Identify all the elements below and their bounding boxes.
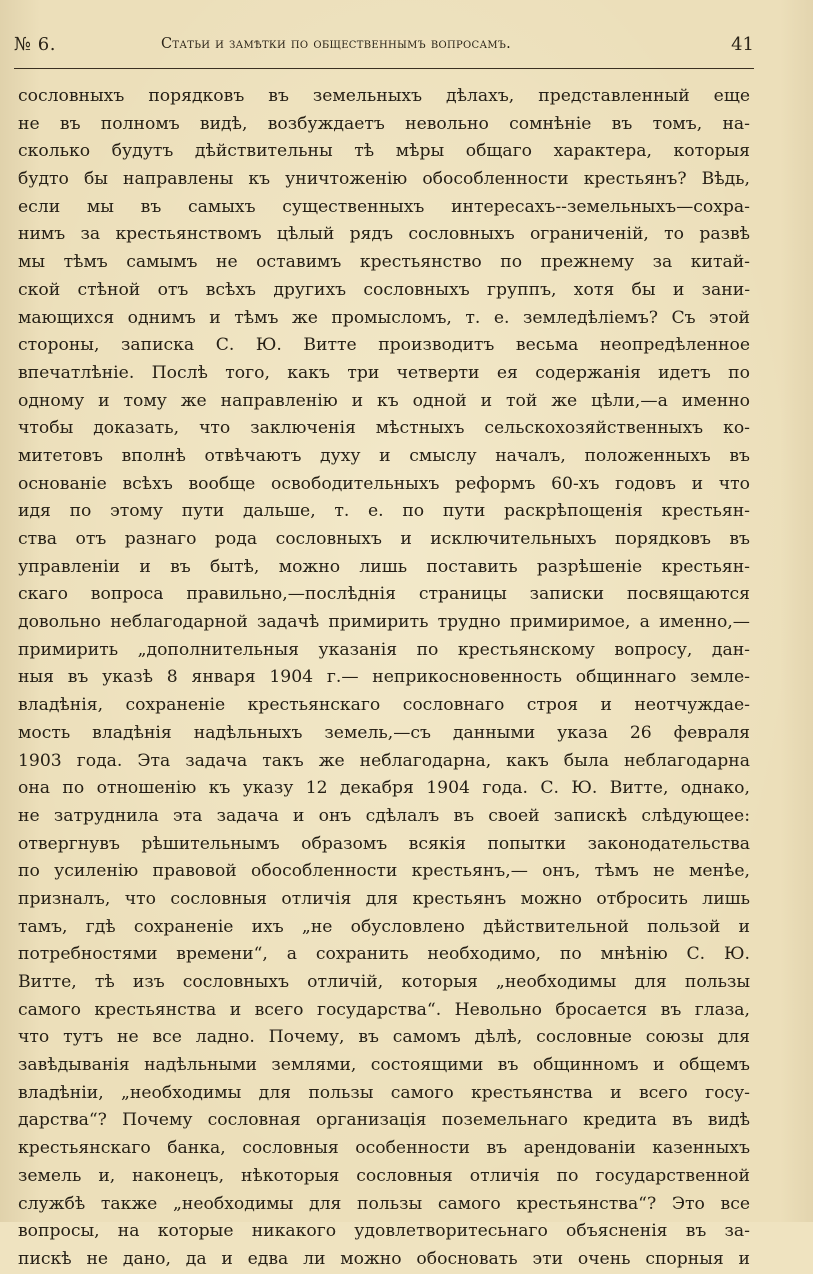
text-line: завѣдыванія надѣльными землями, состоящими въ общинномъ и общемъ	[18, 1055, 750, 1076]
text-line: чтобы доказать, что заключенія мѣстныхъ сельскохозяйственныхъ ко-	[18, 418, 750, 439]
text-line: управленіи и въ бытѣ, можно лишь поставить разрѣшеніе крестьян-	[18, 556, 750, 577]
text-line: сколько будутъ дѣйствительны тѣ мѣры общаго характера, которыя	[18, 141, 750, 162]
text-line: крестьянскаго банка, сословныя особенности въ арендованіи казенныхъ	[18, 1138, 750, 1159]
text-line: самого крестьянства и всего государства“. Невольно бросается въ глаза,	[18, 999, 750, 1020]
text-line: владѣніи, „необходимы для пользы самого крестьянства и всего госу-	[18, 1082, 750, 1103]
running-header	[14, 30, 754, 60]
text-line: владѣнія, сохраненіе крестьянскаго сословнаго строя и неотчуждае-	[18, 695, 750, 716]
text-line: мы тѣмъ самымъ не оставимъ крестьянство по прежнему за китай-	[18, 252, 750, 273]
text-line: Витте, тѣ изъ сословныхъ отличій, которыя „необходимы для пользы	[18, 972, 750, 992]
text-line: ныя въ указѣ 8 января 1904 г.— неприкосновенность общиннаго земле-	[18, 667, 750, 688]
text-line: нимъ за крестьянствомъ цѣлый рядъ сословныхъ ограниченій, то развѣ	[18, 224, 750, 245]
text-line: мость владѣнія надѣльныхъ земель,—съ данными указа 26 февраля	[18, 722, 750, 743]
text-line: она по отношенію къ указу 12 декабря 1904 года. С. Ю. Витте, однако,	[18, 778, 750, 799]
text-line: дарства“? Почему сословная организація поземельнаго кредита въ видѣ	[18, 1110, 750, 1131]
text-line: не затруднила эта задача и онъ сдѣлалъ въ своей запискѣ слѣдующее:	[18, 805, 750, 826]
page-number: 41	[731, 34, 754, 55]
text-line: по усиленію правовой обособленности крестьянъ,— онъ, тѣмъ не менѣе,	[18, 861, 750, 882]
issue-number: № 6.	[14, 34, 56, 55]
text-line: отвергнувъ рѣшительнымъ образомъ всякія попытки законодательства	[18, 833, 750, 854]
text-line: ской стѣной отъ всѣхъ другихъ сословныхъ группъ, хотя бы и зани-	[18, 279, 750, 300]
text-line: пискѣ не дано, да и едва ли можно обосновать эти очень спорныя и	[18, 1248, 750, 1269]
text-line: ства отъ разнаго рода сословныхъ и исключительныхъ порядковъ въ	[18, 529, 750, 549]
text-line: примирить „дополнительныя указанія по крестьянскому вопросу, дан-	[18, 639, 750, 660]
text-line: мающихся однимъ и тѣмъ же промысломъ, т. е. земледѣліемъ? Съ этой	[18, 307, 750, 328]
text-line: стороны, записка С. Ю. Витте производитъ весьма неопредѣленное	[18, 335, 750, 356]
text-line: будто бы направлены къ уничтоженію обособленности крестьянъ? Вѣдь,	[18, 169, 750, 190]
text-line: впечатлѣніе. Послѣ того, какъ три четверти ея содержанія идетъ по	[18, 362, 750, 383]
text-line: митетовъ вполнѣ отвѣчаютъ духу и смыслу началъ, положенныхъ въ	[18, 445, 750, 466]
running-title: Статьи и замѣтки по общественнымъ вопросамъ.	[161, 36, 512, 52]
text-line: земель и, наконецъ, нѣкоторыя сословныя отличія по государственной	[18, 1165, 750, 1186]
text-line: тамъ, гдѣ сохраненіе ихъ „не обусловлено дѣйствительной пользой и	[18, 916, 750, 937]
header-rule	[14, 68, 754, 69]
text-line: одному и тому же направленію и къ одной и той же цѣли,—а именно	[18, 390, 750, 411]
text-line: скаго вопроса правильно,—послѣднія страницы записки посвящаются	[18, 584, 750, 605]
text-line: основаніе всѣхъ вообще освободительныхъ реформъ 60-хъ годовъ и что	[18, 473, 750, 494]
text-line: не въ полномъ видѣ, возбуждаетъ невольно сомнѣніе въ томъ, на-	[18, 113, 750, 134]
text-line: сословныхъ порядковъ въ земельныхъ дѣлахъ, представленный еще	[18, 86, 750, 106]
text-line: вопросы, на которые никакого удовлетворитесьнаго объясненія въ за-	[18, 1221, 750, 1242]
text-line: 1903 года. Эта задача такъ же неблагодарна, какъ была неблагодарна	[18, 750, 750, 771]
text-line: идя по этому пути дальше, т. е. по пути раскрѣпощенія крестьян-	[18, 501, 750, 522]
text-line: призналъ, что сословныя отличія для крестьянъ можно отбросить лишь	[18, 888, 750, 909]
text-line: потребностями времени“, а сохранить необходимо, по мнѣнію С. Ю.	[18, 944, 750, 965]
text-line: службѣ также „необходимы для пользы самого крестьянства“? Это все	[18, 1193, 750, 1214]
article-body	[18, 83, 750, 1274]
text-line: если мы въ самыхъ существенныхъ интересахъ--земельныхъ—сохра-	[18, 196, 750, 217]
text-line: довольно неблагодарной задачѣ примирить трудно примиримое, а именно,—	[18, 612, 750, 633]
text-line: что тутъ не все ладно. Почему, въ самомъ дѣлѣ, сословные союзы для	[18, 1027, 750, 1048]
